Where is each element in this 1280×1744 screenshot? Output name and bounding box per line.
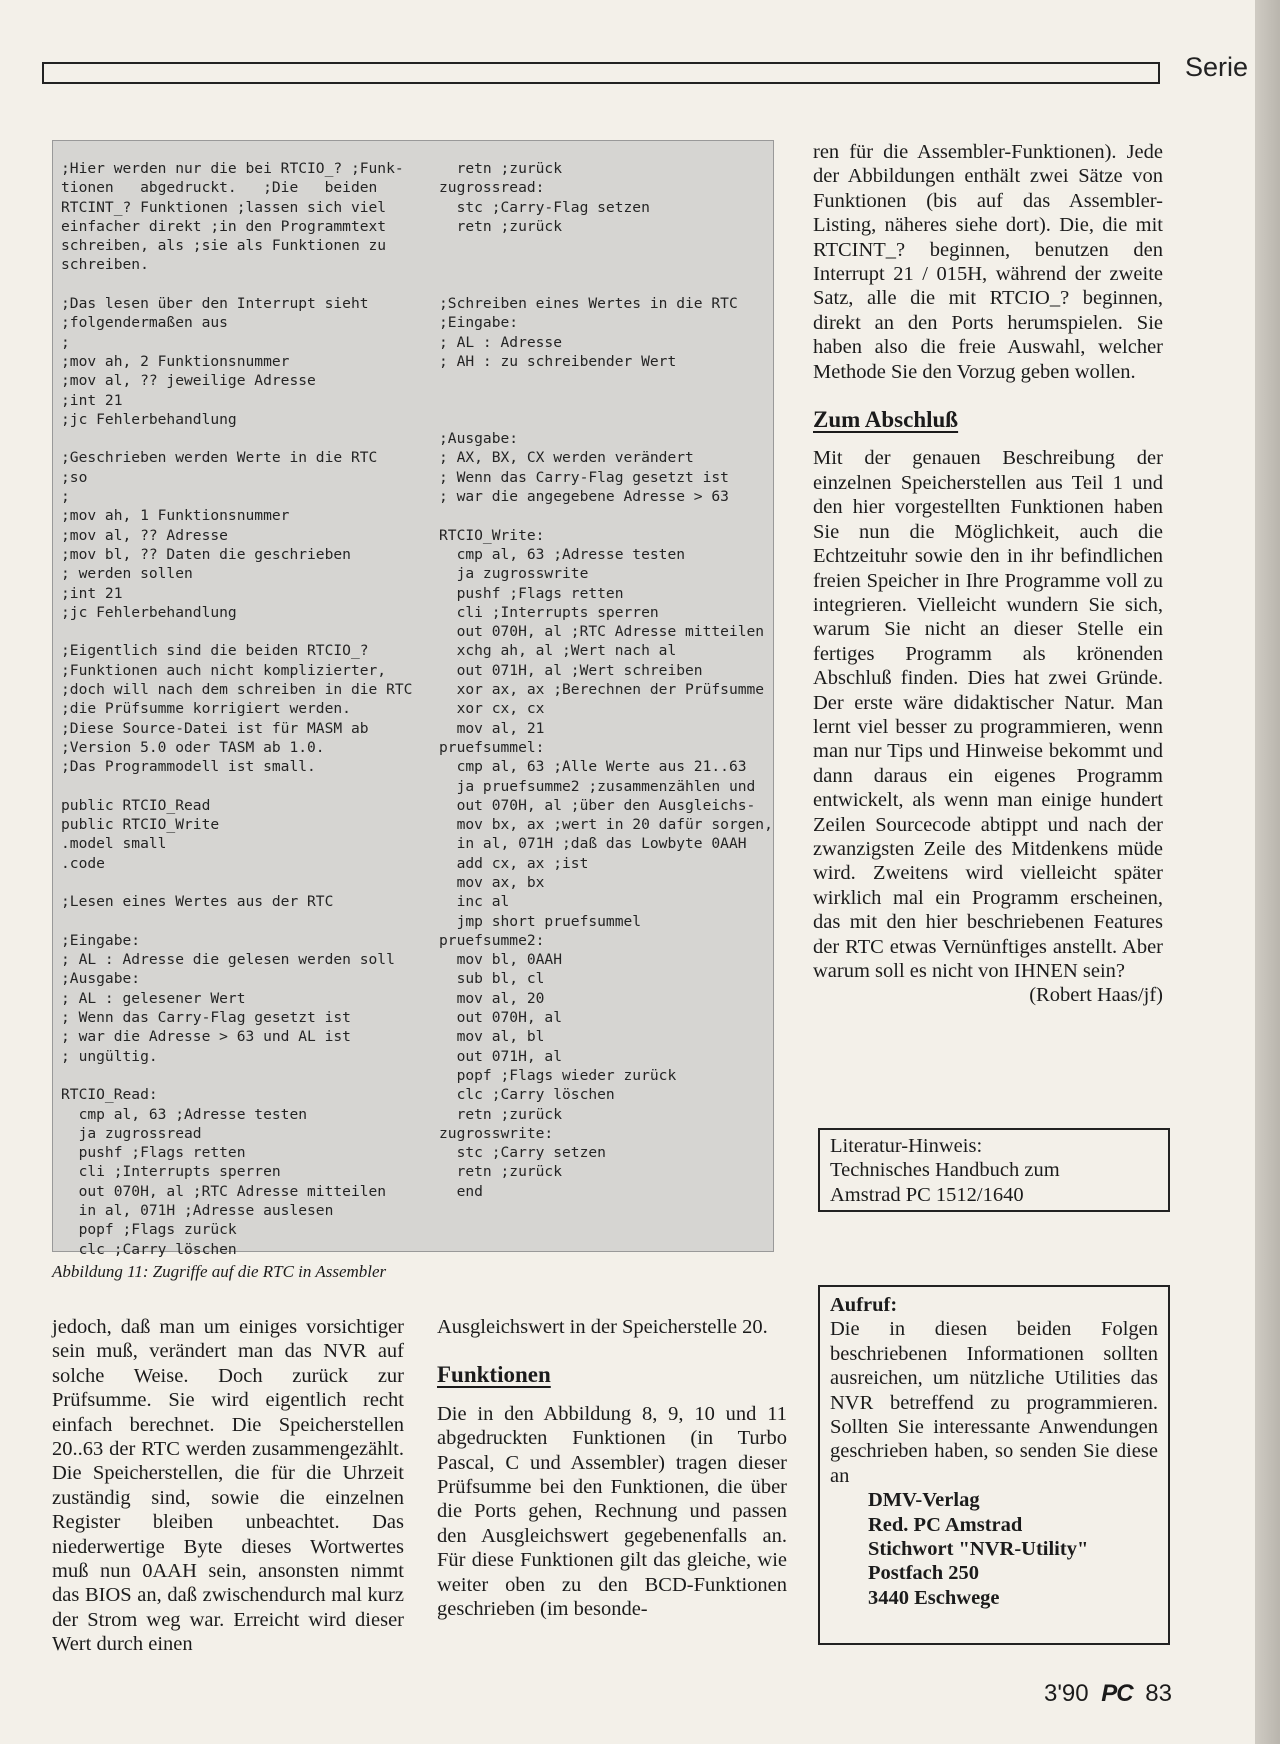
address-line: DMV-Verlag — [868, 1489, 980, 1512]
right-column — [813, 140, 1163, 1008]
section-heading: Zum Abschluß — [813, 407, 959, 433]
author-credit: (Robert Haas/jf) — [1029, 984, 1163, 1007]
section-heading: Funktionen — [437, 1362, 551, 1388]
literature-line: Amstrad PC 1512/1640 — [830, 1183, 1024, 1206]
magazine-logo: PC — [1101, 1680, 1133, 1707]
page-edge — [1255, 0, 1280, 1744]
header-rule — [42, 62, 1160, 84]
code-listing — [52, 140, 774, 1258]
section-label: Serie — [1179, 52, 1254, 83]
paragraph: ren für die Assembler-Funktionen). Jede der Abbildungen enthält zwei Sätze von Funktionen (bis auf das Assembler-Listing, näheres siehe dort). Die, die mit RTCINT_? beginnen, benutzen den Interrupt 21 / 015H, während der zweite Satz, alle die mit RTCIO_? beginnen, direkt an den Ports herumspielen. Sie haben also die freie Auswahl, welcher Methode Sie den Vorzug geben wollen. — [813, 141, 1163, 383]
page-footer — [1044, 1680, 1172, 1708]
paragraph: Ausgleichswert in der Speicherstelle 20. — [437, 1316, 768, 1338]
address-line: Red. PC Amstrad — [868, 1513, 1023, 1536]
literature-title: Literatur-Hinweis: — [830, 1135, 983, 1157]
address-line: 3440 Eschwege — [868, 1586, 1000, 1609]
paragraph: Mit der genauen Beschreibung der einzelnen Speicherstellen aus Teil 1 und den hier vorgestellten Funktionen haben Sie nun die Möglichkeit, auch die Echtzeituhr sowie den in ihr befindlichen freien Speicher in Ihre Programme voll zu integrieren. Vielleicht wundern Sie sich, warum Sie nicht an dieser Stelle ein fertiges Programm als krönenden Abschluß finden. Dies hat zwei Gründe. Der erste wäre didaktischer Natur. Man lernt viel besser zu programmieren, wenn man nur Tips und Hinweise bekommt und dann daraus ein eigenes Programm entwickelt, als wenn man einige hundert Zeilen Sourcecode abtippt und nach der zwanzigsten Zeile des Mitdenkens müde wird. Zweitens wird vielleicht später wirklich mal ein Programm erscheinen, das mit den hier beschriebenen Features der RTC etwas Vernünftiges anstellt. Aber warum soll es nicht von IHNEN sein? — [813, 447, 1163, 982]
code-column-right: retn ;zurück zugrossread: stc ;Carry-Flag setzen retn ;zurück ;Schreiben eines Wertes in die RTC ;Eingabe: ; AL : Adresse ; AH : zu schreibender Wert ;Ausgabe: ; AX, BX, CX werden verändert ; Wenn das Carry-Flag gesetzt ist ; war die angegebene Adresse > 63 RTCIO_Write: cmp al, 63 ;Adresse testen ja zugrosswrite pushf ;Flags retten cli ;Interrupts sperren out 070H, al ;RTC Adresse mitteilen xchg ah, al ;Wert nach al out 071H, al ;Wert schreiben xor ax, ax ;Berechnen der Prüfsumme xor cx, cx mov al, 21 pruefsummel: cmp al, 63 ;Alle Werte aus 21..63 ja pruefsumme2 ;zusammenzählen und out 070H, al ;über den Ausgleichs- mov bx, ax ;wert in 20 dafür sorgen, in al, 071H ;daß das Lowbyte 0AAH add cx, ax ;ist mov ax, bx inc al jmp short pruefsummel pruefsumme2: mov bl, 0AAH sub bl, cl mov al, 20 out 070H, al mov al, bl out 071H, al popf ;Flags wieder zurück clc ;Carry löschen retn ;zurück zugrosswrite: stc ;Carry setzen retn ;zurück end — [439, 160, 773, 1200]
address-line: Stichwort "NVR-Utility" — [868, 1538, 1089, 1561]
literature-box — [818, 1128, 1170, 1212]
aufruf-box — [818, 1285, 1170, 1645]
page-number: 83 — [1145, 1680, 1172, 1707]
figure-caption: Abbildung 11: Zugriffe auf die RTC in Assembler — [52, 1262, 387, 1281]
aufruf-title: Aufruf: — [830, 1294, 898, 1316]
issue-number: 3'90 — [1043, 1680, 1089, 1707]
bottom-left-column — [52, 1315, 404, 1657]
literature-line: Technisches Handbuch zum — [830, 1159, 1060, 1182]
paragraph: Die in den Abbildung 8, 9, 10 und 11 abgedruckten Funktionen (in Turbo Pascal, C und Assembler) tragen dieser Prüfsumme bei den Funktionen, die über die Ports gehen, Rechnung und passen den Ausgleichswert gegebenenfalls an. Für diese Funktionen gilt das gleiche, wie weiter oben zu den BCD-Funktionen geschrieben (im besonde- — [437, 1402, 787, 1621]
address-line: Postfach 250 — [868, 1562, 980, 1585]
bottom-middle-column — [437, 1315, 787, 1621]
paragraph: jedoch, daß man um einiges vorsichtiger sein muß, verändert man das NVR auf solche Weise. Doch zurück zur Prüfsumme. Sie wird eigentlich recht einfach berechnet. Die Speicherstellen 20..63 der RTC werden zusammengezählt. Die Speicherstellen, die für die Uhrzeit zuständig sind, sowie die einzelnen Register bleiben unbeachtet. Das niederwertige Byte dieses Wortwertes muß nun 0AAH sein, ansonsten nimmt das BIOS an, daß zwischendurch mal kurz der Strom weg war. Erreicht wird dieser Wert durch einen — [52, 1316, 404, 1656]
aufruf-text: Die in diesen beiden Folgen beschriebenen Informationen sollten ausreichen, um nützliche Utilities das NVR betreffend zu programmieren. Sollten Sie interessante Anwendungen geschrieben haben, so senden Sie diese an — [830, 1318, 1158, 1487]
code-column-left: ;Hier werden nur die bei RTCIO_? ;Funk- tionen abgedruckt. ;Die beiden RTCINT_? Funktionen ;lassen sich viel einfacher direkt ;in den Programmtext schreiben, als ;sie als Funktionen zu schreiben. ;Das lesen über den Interrupt sieht ;folgendermaßen aus ; ;mov ah, 2 Funktionsnummer ;mov al, ?? jeweilige Adresse ;int 21 ;jc Fehlerbehandlung ;Geschrieben werden Werte in die RTC ;so ; ;mov ah, 1 Funktionsnummer ;mov al, ?? Adresse ;mov bl, ?? Daten die geschrieben ; werden sollen ;int 21 ;jc Fehlerbehandlung ;Eigentlich sind die beiden RTCIO_? ;Funktionen auch nicht komplizierter, ;doch will nach dem schreiben in die RTC ;die Prüfsumme korrigiert werden. ;Diese Source-Datei ist für MASM ab ;Version 5.0 oder TASM ab 1.0. ;Das Programmodell ist small. public RTCIO_Read public RTCIO_Write .model small .code ;Lesen eines Wertes aus der RTC ;Eingabe: ; AL : Adresse die gelesen werden soll ;Ausgabe: ; AL : gelesener Wert ; Wenn das Carry-Flag gesetzt ist ; war die Adresse > 63 und AL ist ; ungültig. RTCIO_Read: cmp al, 63 ;Adresse testen ja zugrossread pushf ;Flags retten cli ;Interrupts sperren out 070H, al ;RTC Adresse mitteilen in al, 071H ;Adresse auslesen popf ;Flags zurück clc ;Carry löschen — [61, 160, 413, 1258]
